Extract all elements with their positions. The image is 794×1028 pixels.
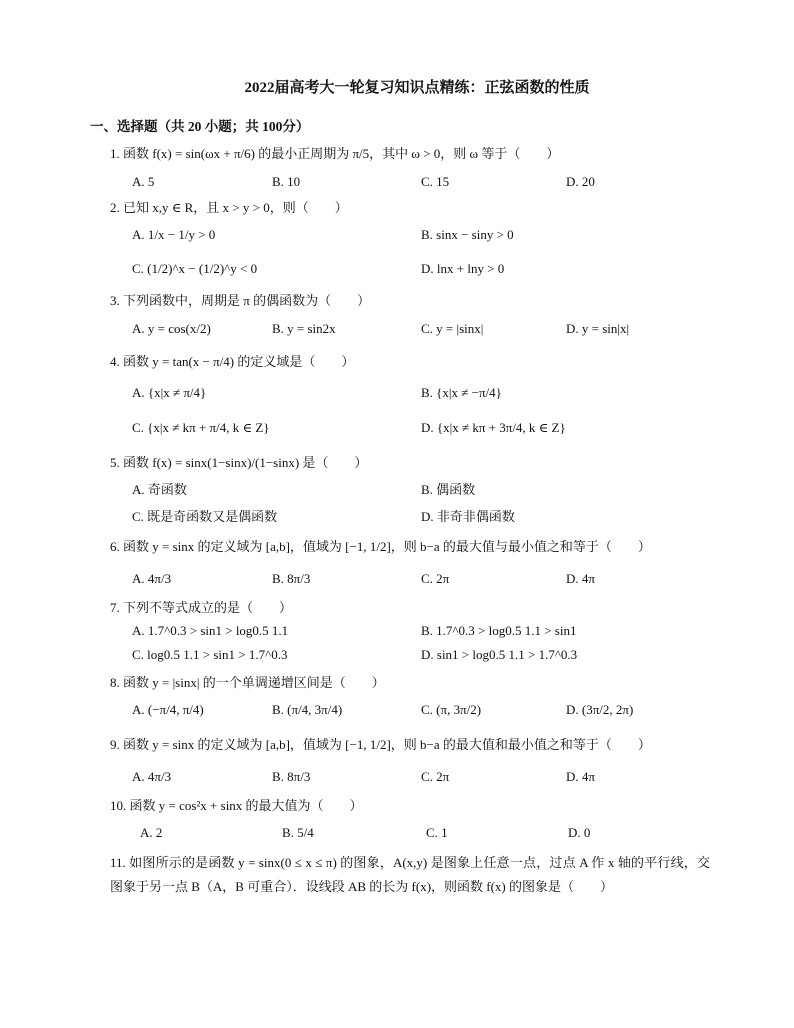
option: B. 8π/3 [272, 571, 311, 586]
section-heading: 一、选择题（共 20 小题；共 100分） [90, 119, 310, 134]
option: B. 1.7^0.3 > log0.5 1.1 > sin1 [421, 623, 577, 638]
option: C. 1 [426, 825, 448, 840]
option: C. log0.5 1.1 > sin1 > 1.7^0.3 [132, 647, 288, 662]
option: A. {x|x ≠ π/4} [132, 385, 207, 400]
option: C. (1/2)^x − (1/2)^y < 0 [132, 261, 258, 276]
option: A. 4π/3 [132, 571, 172, 586]
option: C. y = |sinx| [421, 321, 484, 336]
question-stem: 2. 已知 x,y ∈ R，且 x > y > 0，则（ ） [110, 200, 348, 215]
option: D. (3π/2, 2π) [566, 702, 634, 717]
option: A. 1/x − 1/y > 0 [132, 227, 216, 242]
option: A. 奇函数 [132, 482, 187, 497]
option: C. 15 [421, 174, 450, 189]
page-title: 2022届高考大一轮复习知识点精练：正弦函数的性质 [244, 80, 590, 96]
option: C. 2π [421, 769, 450, 784]
option: D. 非奇非偶函数 [421, 509, 515, 524]
option: A. 4π/3 [132, 769, 172, 784]
option: C. 既是奇函数又是偶函数 [132, 509, 278, 524]
option: D. lnx + lny > 0 [421, 261, 505, 276]
question-stem-long: 11. 如图所示的是函数 y = sinx(0 ≤ x ≤ π) 的图象，A(x,y) 是图象上任意一点，过点 A 作 x 轴的平行线，交图象于另一点 B（A，B 可重合）．设线段 AB 的长为 f(x)，则函数 f(x) 的图象是（ ） [110, 855, 710, 894]
option: A. y = cos(x/2) [132, 321, 211, 336]
option: B. 10 [272, 174, 301, 189]
option: B. 5/4 [282, 825, 314, 840]
option: B. y = sin2x [272, 321, 336, 336]
option: B. 偶函数 [421, 482, 476, 497]
option: D. 20 [566, 174, 595, 189]
option: A. 1.7^0.3 > sin1 > log0.5 1.1 [132, 623, 289, 638]
option: D. 4π [566, 769, 595, 784]
question-stem: 1. 函数 f(x) = sin(ωx + π/6) 的最小正周期为 π/5，其中 ω > 0，则 ω 等于（ ） [110, 146, 560, 161]
option: D. 4π [566, 571, 595, 586]
question-stem: 6. 函数 y = sinx 的定义域为 [a,b]，值域为 [−1, 1/2]，则 b−a 的最大值与最小值之和等于（ ） [110, 539, 651, 554]
question-stem: 5. 函数 f(x) = sinx(1−sinx)/(1−sinx) 是（ ） [110, 455, 368, 470]
question-stem: 8. 函数 y = |sinx| 的一个单调递增区间是（ ） [110, 675, 385, 690]
option: C. (π, 3π/2) [421, 702, 482, 717]
option: D. 0 [568, 825, 591, 840]
option: A. 5 [132, 174, 155, 189]
option: C. {x|x ≠ kπ + π/4, k ∈ Z} [132, 420, 270, 435]
question-stem: 3. 下列函数中，周期是 π 的偶函数为（ ） [110, 293, 371, 308]
option: D. {x|x ≠ kπ + 3π/4, k ∈ Z} [421, 420, 566, 435]
question-stem: 7. 下列不等式成立的是（ ） [110, 600, 293, 615]
question-stem: 4. 函数 y = tan(x − π/4) 的定义域是（ ） [110, 354, 355, 369]
option: B. (π/4, 3π/4) [272, 702, 343, 717]
option: A. 2 [140, 825, 163, 840]
option: C. 2π [421, 571, 450, 586]
option: D. sin1 > log0.5 1.1 > 1.7^0.3 [421, 647, 578, 662]
option: A. (−π/4, π/4) [132, 702, 204, 717]
question-stem: 9. 函数 y = sinx 的定义域为 [a,b]，值域为 [−1, 1/2]，则 b−a 的最大值和最小值之和等于（ ） [110, 737, 651, 752]
question-stem: 10. 函数 y = cos²x + sinx 的最大值为（ ） [110, 798, 363, 813]
option: B. 8π/3 [272, 769, 311, 784]
option: B. {x|x ≠ −π/4} [421, 385, 502, 400]
option: D. y = sin|x| [566, 321, 630, 336]
option: B. sinx − siny > 0 [421, 227, 514, 242]
